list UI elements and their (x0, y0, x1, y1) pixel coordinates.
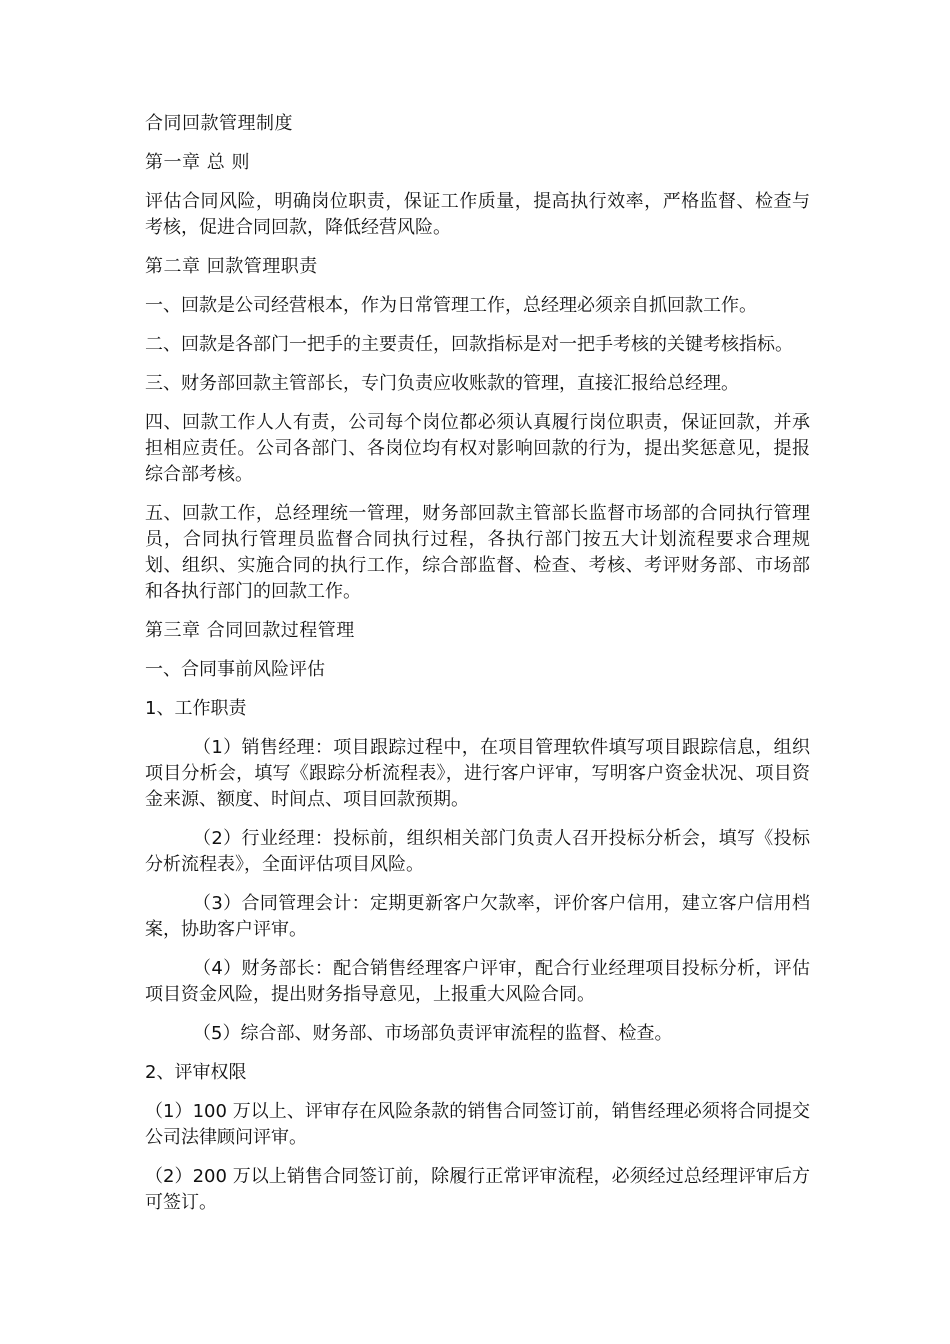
list-item: （2）行业经理：投标前，组织相关部门负责人召开投标分析会，填写《投标分析流程表》，全面评估项目风险。 (145, 828, 810, 875)
list-item: （5）综合部、财务部、市场部负责评审流程的监督、检查。 (193, 1023, 673, 1044)
subsection-heading: 1、工作职责 (145, 698, 247, 719)
paragraph: 三、财务部回款主管部长，专门负责应收账款的管理，直接汇报给总经理。 (145, 373, 739, 394)
paragraph: 二、回款是各部门一把手的主要责任，回款指标是对一把手考核的关键考核指标。 (145, 334, 793, 355)
paragraph: 评估合同风险，明确岗位职责，保证工作质量，提高执行效率，严格监督、检查与考核，促进合同回款，降低经营风险。 (145, 191, 810, 238)
paragraph: 五、回款工作，总经理统一管理，财务部回款主管部长监督市场部的合同执行管理员，合同执行管理员监督合同执行过程，各执行部门按五大计划流程要求合理规划、组织、实施合同的执行工作，综合部监督、检查、考核、考评财务部、市场部和各执行部门的回款工作。 (145, 503, 810, 602)
list-item: （1）销售经理：项目跟踪过程中，在项目管理软件填写项目跟踪信息，组织项目分析会，填写《跟踪分析流程表》，进行客户评审，写明客户资金状况、项目资金来源、额度、时间点、项目回款预期。 (145, 737, 810, 810)
chapter-3-heading: 第三章 合同回款过程管理 (145, 620, 355, 641)
subsection-heading: 2、评审权限 (145, 1062, 247, 1083)
document-title: 合同回款管理制度 (145, 113, 293, 134)
paragraph: 四、回款工作人人有责，公司每个岗位都必须认真履行岗位职责，保证回款，并承担相应责任。公司各部门、各岗位均有权对影响回款的行为，提出奖惩意见，提报综合部考核。 (145, 412, 810, 485)
list-item: （4）财务部长：配合销售经理客户评审，配合行业经理项目投标分析，评估项目资金风险，提出财务指导意见，上报重大风险合同。 (145, 958, 810, 1005)
document-page (145, 111, 810, 1229)
paragraph: 一、回款是公司经营根本，作为日常管理工作，总经理必须亲自抓回款工作。 (145, 295, 757, 316)
chapter-1-heading: 第一章 总 则 (145, 152, 250, 173)
list-item: （3）合同管理会计：定期更新客户欠款率，评价客户信用，建立客户信用档案，协助客户评审。 (145, 893, 810, 940)
list-item: （2）200 万以上销售合同签订前，除履行正常评审流程，必须经过总经理评审后方可签订。 (145, 1166, 810, 1213)
section-heading: 一、合同事前风险评估 (145, 659, 325, 680)
chapter-2-heading: 第二章 回款管理职责 (145, 256, 318, 277)
list-item: （1）100 万以上、评审存在风险条款的销售合同签订前，销售经理必须将合同提交公司法律顾问评审。 (145, 1101, 810, 1148)
